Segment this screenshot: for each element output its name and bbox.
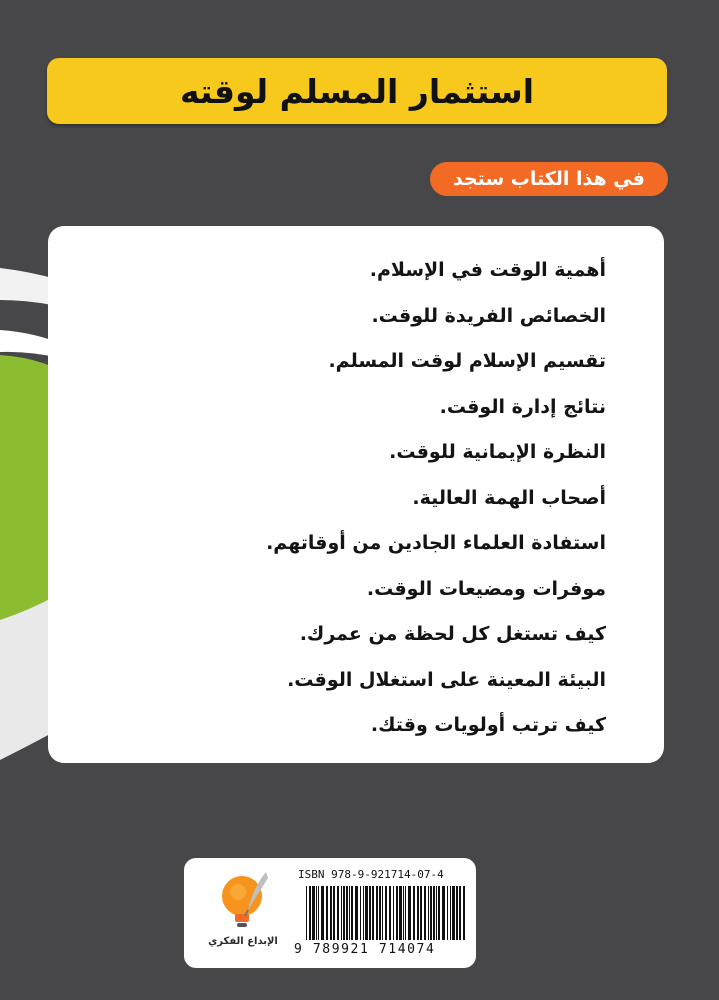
barcode-bar (341, 886, 342, 940)
topic-item: كيف تستغل كل لحظة من عمرك. (299, 623, 606, 645)
barcode-bar (369, 886, 371, 940)
barcode-bar (351, 886, 353, 940)
barcode-bar (346, 886, 348, 940)
barcode-bar (309, 886, 311, 940)
book-title: استثمار المسلم لوقته (179, 71, 535, 111)
barcode-bar (355, 886, 358, 940)
barcode-bar (372, 886, 374, 940)
barcode-bar (393, 886, 394, 940)
barcode-bar (438, 886, 440, 940)
title-banner (47, 58, 667, 124)
subtitle-banner (430, 162, 668, 196)
barcode-bar (321, 886, 324, 940)
barcode-bar (360, 886, 361, 940)
barcode-bar (436, 886, 437, 940)
barcode (306, 886, 466, 940)
barcode-bar (420, 886, 422, 940)
barcode-bar (417, 886, 419, 940)
topics-card (48, 226, 664, 763)
topic-item: تقسيم الإسلام لوقت المسلم. (328, 350, 606, 372)
barcode-bar (450, 886, 451, 940)
barcode-bar (382, 886, 383, 940)
publisher-name: الإبداع الفكري (208, 936, 278, 947)
barcode-bar (379, 886, 381, 940)
topic-item: النظرة الإيمانية للوقت. (389, 441, 606, 463)
barcode-bar (447, 886, 448, 940)
barcode-bar (306, 886, 307, 940)
barcode-bar (428, 886, 429, 940)
barcode-bar (376, 886, 378, 940)
isbn-label: ISBN 978-9-921714-07-4 (298, 868, 444, 881)
barcode-bar (343, 886, 345, 940)
barcode-bar (433, 886, 435, 940)
barcode-bar (430, 886, 432, 940)
publisher-isbn-box (184, 858, 476, 968)
lightbulb-quill-icon (218, 870, 270, 932)
barcode-bar (385, 886, 387, 940)
topic-item: كيف ترتب أولويات وقتك. (370, 714, 606, 736)
topic-item: أهمية الوقت في الإسلام. (369, 259, 606, 281)
book-subtitle: في هذا الكتاب ستجد (453, 168, 645, 190)
barcode-bar (318, 886, 319, 940)
barcode-bar (365, 886, 368, 940)
barcode-bar (452, 886, 455, 940)
barcode-digits: 9 789921 714074 (294, 942, 436, 957)
barcode-bar (389, 886, 391, 940)
barcode-bar (456, 886, 458, 940)
barcode-bar (312, 886, 315, 940)
barcode-bar (363, 886, 364, 940)
barcode-bar (459, 886, 461, 940)
publisher-logo (194, 868, 292, 958)
topic-item: استفادة العلماء الجادين من أوقاتهم. (266, 532, 606, 554)
barcode-bar (326, 886, 328, 940)
barcode-bar (330, 886, 332, 940)
topic-list (78, 248, 606, 749)
barcode-bar (424, 886, 426, 940)
topic-item: نتائج إدارة الوقت. (439, 395, 606, 418)
barcode-bar (337, 886, 339, 940)
topic-item: البيئة المعينة على استغلال الوقت. (287, 668, 606, 691)
barcode-bar (349, 886, 350, 940)
barcode-bar (442, 886, 445, 940)
barcode-bar (463, 886, 465, 940)
topic-item: موفرات ومضيعات الوقت. (366, 577, 606, 600)
barcode-bar (413, 886, 415, 940)
barcode-bar (399, 886, 402, 940)
topic-item: الخصائص الفريدة للوقت. (371, 304, 606, 327)
barcode-bar (316, 886, 317, 940)
topic-item: أصحاب الهمة العالية. (412, 486, 606, 509)
barcode-bar (396, 886, 398, 940)
barcode-bar (408, 886, 411, 940)
barcode-bar (403, 886, 404, 940)
barcode-bar (333, 886, 335, 940)
barcode-bar (405, 886, 406, 940)
